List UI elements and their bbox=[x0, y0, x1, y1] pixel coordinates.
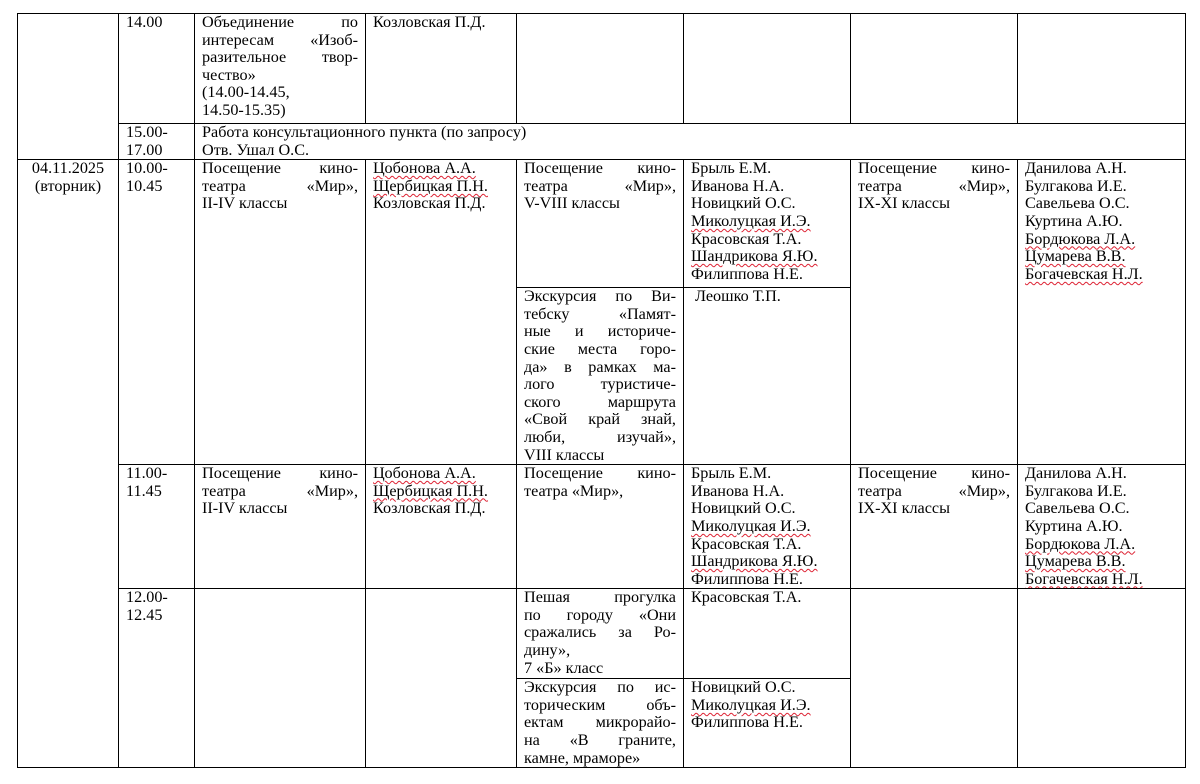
activity-cell: Посещение кино- театра «Мир», IX-XI классы bbox=[851, 465, 1018, 589]
time-cell: 14.00 bbox=[119, 14, 195, 124]
empty-cell bbox=[684, 14, 851, 124]
activity-cell: Посещение кино- театра «Мир», II-IV классы bbox=[195, 160, 366, 465]
responsible-cell: Данилова А.Н. Булгакова И.Е. Савельева О.С. Куртина А.Ю. Бордюкова Л.А. Цумарева В.В. Богачевская Н.Л. bbox=[1018, 465, 1186, 589]
responsible-cell: Цобонова А.А. Щербицкая П.Н. Козловская П.Д. bbox=[366, 465, 517, 589]
activity-cell bbox=[195, 14, 366, 124]
excursion-cell: Экскурсия по Ви- тебску «Памят- ные и историче- ские места горо- да» в рамках ма- лого туристиче- ского маршрута «Свой край знай, люби, изучай», VIII классы bbox=[517, 288, 684, 465]
excursion-cell: Экскурсия по ис- торическим объ- ектам микрорайо- на «В граните, камне, мраморе» bbox=[517, 679, 684, 768]
activity-full-text bbox=[0, 0, 1, 1]
responsible-cell: Данилова А.Н. Булгакова И.Е. Савельева О.С. Куртина А.Ю. Бордюкова Л.А. Цумарева В.В. Богачевская Н.Л. bbox=[1018, 160, 1186, 465]
activity-line: чество» bbox=[202, 65, 256, 84]
table-row bbox=[18, 160, 1186, 288]
activity-cell: Посещение кино- театра «Мир», bbox=[517, 465, 684, 589]
activity-cell: Посещение кино- театра «Мир», V-VIII классы bbox=[517, 160, 684, 288]
responsible-cell: Брыль Е.М. Иванова Н.А. Новицкий О.С. Миколуцкая И.Э. Красовская Т.А. Шандрикова Я.Ю. Филиппова Н.Е. bbox=[684, 465, 851, 589]
activity-cell: Посещение кино- театра «Мир», II-IV классы bbox=[195, 465, 366, 589]
table-row bbox=[18, 465, 1186, 589]
empty-cell bbox=[851, 589, 1018, 768]
responsible-cell: Цобонова А.А. Щербицкая П.Н. Козловская П.Д. bbox=[366, 160, 517, 465]
time-cell: 10.00- 10.45 bbox=[119, 160, 195, 465]
activity-line: 14.50-15.35) bbox=[202, 100, 286, 119]
responsible-cell: Красовская Т.А. bbox=[684, 589, 851, 679]
table-row bbox=[18, 124, 1186, 160]
empty-cell bbox=[517, 14, 684, 124]
empty-cell bbox=[366, 589, 517, 768]
date-cell: 04.11.2025 (вторник) bbox=[18, 160, 119, 768]
walk-cell: Пешая прогулка по городу «Они сражались за Ро- дину», 7 «Б» класс bbox=[517, 589, 684, 679]
empty-cell bbox=[1018, 589, 1186, 768]
table-row bbox=[18, 14, 1186, 124]
consultation-cell: Работа консультационного пункта (по запросу) Отв. Ушал О.С. bbox=[195, 124, 1186, 160]
time-cell: 12.00- 12.45 bbox=[119, 589, 195, 768]
activity-line: интересам «Изоб- bbox=[202, 30, 358, 49]
responsible-cell: Леошко Т.П. bbox=[684, 288, 851, 465]
time-cell: 15.00- 17.00 bbox=[119, 124, 195, 160]
responsible-cell: Козловская П.Д. bbox=[366, 14, 517, 124]
responsible-cell: Новицкий О.С. Миколуцкая И.Э. Филиппова Н.Е. bbox=[684, 679, 851, 768]
activity-cell: Посещение кино- театра «Мир», IX-XI классы bbox=[851, 160, 1018, 465]
empty-cell bbox=[1018, 14, 1186, 124]
schedule-table bbox=[17, 13, 1186, 768]
activity-line: разительное твор- bbox=[202, 48, 358, 67]
activity-line: (14.00-14.45, bbox=[202, 83, 290, 102]
empty-cell bbox=[195, 589, 366, 768]
responsible-cell: Брыль Е.М. Иванова Н.А. Новицкий О.С. Миколуцкая И.Э. Красовская Т.А. Шандрикова Я.Ю. Филиппова Н.Е. bbox=[684, 160, 851, 288]
empty-cell bbox=[851, 14, 1018, 124]
time-cell: 11.00- 11.45 bbox=[119, 465, 195, 589]
table-row bbox=[18, 589, 1186, 679]
date-cell-empty bbox=[18, 14, 119, 160]
activity-line: Объединение по bbox=[202, 13, 358, 31]
